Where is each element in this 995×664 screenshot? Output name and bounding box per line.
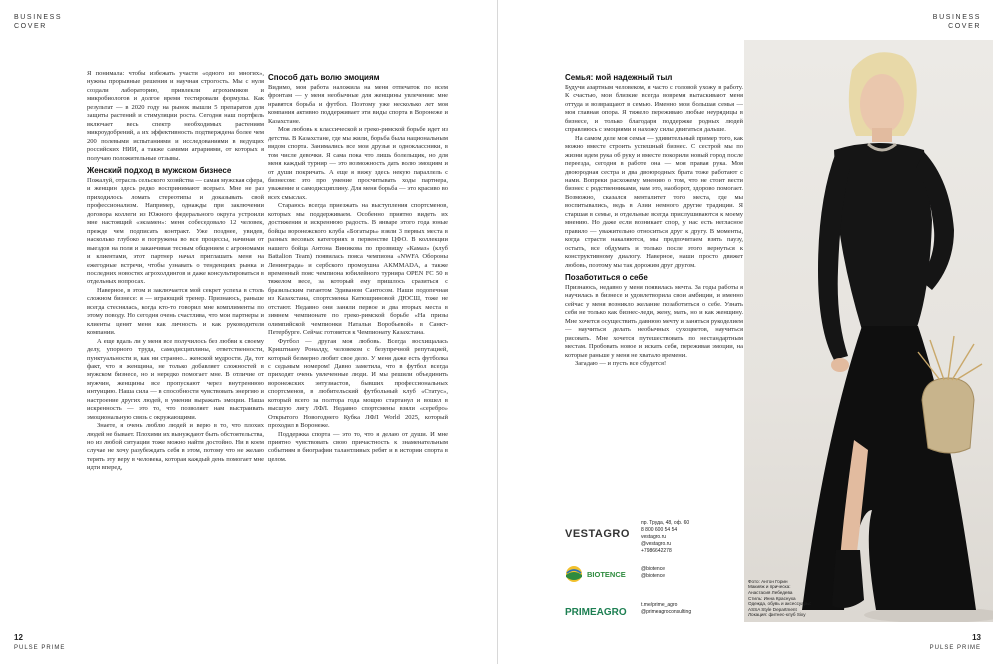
portrait-illustration: [744, 40, 993, 622]
face-shape: [860, 74, 904, 134]
paragraph: Стараюсь всегда приезжать на выступления спортсменов, которых мы поддерживаем. Особенно приятно видеть их достижения и искреннюю радость. В январе этого года юные бойцы воронежского клуба «Богатырь» взяли 3 первых места в разных весовых категориях в первенстве ЦФО. В коллекции нашего бойца Антона Виниковa по прозвищу «Камаз» (клуб Battalion Team) появилась пояса чемпиона «NWFA Обороны Ленинграда» и сербского промоушна AKMMADA, а также временный пояс чемпиона юбилейного турнира OPEN FC 50 в тяжелом весе, за который ему пришлось сразиться с бразильским гигантом Эдиваном Сантосом. Наши подопечная из Казахстана, спортсменка Катюшриновой ДЮСШ, тоже не отстают. Недавно они заняли первое и два вторых места в зимнем чемпионате по греко-римской борьбе «На призы олимпийской чемпионки Натальи Воробьевой» в Санкт-Петербурге. Сейчас готовятся к Чемпионату Казахстана.: [268, 202, 448, 337]
biotence-contacts: [641, 566, 665, 580]
paragraph: Наверное, в этом и заключается мой секрет успеха в столь сложном бизнесе: я — играющий тренер. Признаюсь, раньше всегда стеснялась, когда кто-то говорил мне комплименты по этому поводу. Но сегодня очень счастлива, что мои партнеры и клиенты ценят меня как личность и как руководителя компании.: [87, 286, 264, 337]
running-head-right: [933, 13, 981, 31]
contact-line: пр. Труда, 48, оф. 60: [641, 520, 690, 526]
ad-primeagro: [565, 598, 743, 626]
credit-line: Локация: фитнес-клуб Sixy: [748, 612, 806, 618]
paragraph: Моя любовь к классической и греко-римской борьбе идет из детства. В Казахстане, где мы жили, борьба была национальным видом спорта. Занимались все мои друзья и одноклассники, в том числе девочки. Я сама пока что лишь болельщик, но для меня каждый турнир — это возможность дать волю эмоциям и от души покричать. А еще я вижу здесь некую параллель с бизнесом: это про умение просчитывать ходы партнера, уважение и самодисциплину. Для меня борьба — это красиво во всех смыслах.: [268, 126, 448, 201]
contact-line[interactable]: @biotence: [641, 573, 665, 579]
running-head-left: [14, 13, 62, 31]
credit-line: Макияж и прическа:: [748, 584, 791, 590]
credit-line: Фото: Антон Горин: [748, 578, 788, 584]
sponsor-block: [565, 520, 743, 620]
contact-line: 8 800 600 54 54: [641, 527, 678, 533]
wicker-basket: [922, 378, 974, 453]
paragraph: Знаете, я очень люблю людей и верю в то, что плохих людей не бывает. Плохими их вынуждают быть обстоятельства, но из любой ситуации тоже можно найти достойно. Ни в коем случае не хочу разубеждать себя в этом, потому что не желаю терять эту веру в человека, которая каждый день помогает мне идти вперед,: [87, 422, 264, 472]
contact-line[interactable]: vestagro.ru: [641, 534, 667, 540]
contact-line[interactable]: t.me/prime_agro: [641, 602, 678, 608]
left-page: [0, 0, 497, 664]
primeagro-logo: [565, 598, 635, 626]
primeagro-logo-text: PRIMEAGRO: [565, 606, 627, 618]
publication-name-left: PULSE PRIME: [14, 645, 66, 651]
vestagro-logo: [565, 520, 635, 548]
running-head-line1: BUSINESS: [932, 14, 981, 21]
publication-name-right: PULSE PRIME: [929, 645, 981, 651]
credit-line: ASSA Style Department: [748, 606, 797, 612]
paragraph: На самом деле моя семья — удивительный пример того, как можно вместе строить успешный бизнес. С сестрой мы по жизни идем рука об руку и вместе покорили новый город после переезда, сегодня в работе она — моя правая рука. Моя двоюродная сестра и два двоюродных брата тоже работают с нами. Вопреки расхожему мнению о том, что не стоит вести бизнес с родственниками, нам это, наоборот, здорово помогает. Возможно, сказался менталитет того места, где мы воспитывались, ведь в Азии немного другие традиции. Я старшая в семье, и отдельные всегда прислушиваются к моему мнению. Но даже если возникает спор, у нас есть негласное правило — уважительно относиться друг к другу. В моменты, когда страсти накаляются, мы предпочитаем взять паузу, остыть, все обдумать и только после этого вернуться к конструктивному диалогу. Наверное, наши просто движет любовь, поэтому мы так дорожим друг другом.: [565, 134, 743, 269]
text-column-1: [87, 70, 264, 618]
running-head-line1: BUSINESS: [14, 14, 63, 21]
section-heading: Позаботиться о себе: [565, 272, 648, 282]
paragraph: Будучи азартным человеком, я часто с головой ухожу в работу. К счастью, мои близкие всегда вовремя вытаскивают меня оттуда и возвращают в семью. Именно мои большая семья — моя главная опора. Я тяжело переживаю любые неурядицы в бизнесе, и только благодаря поддержке родных людей справляюсь с эмоциями и нахожу силы двигаться дальше.: [565, 84, 743, 134]
section-heading: Семья: мой надежный тыл: [565, 73, 673, 82]
vestagro-logo-text: VESTAGRO: [565, 528, 630, 540]
running-head-line2: COVER: [948, 23, 981, 30]
paragraph: Загадаю — и пусть все сбудется!: [575, 360, 667, 368]
paragraph: А еще вдаль ли у меня все получилось без любви к своему делу, упорного труда, самодисциплины, ответственности, пунктуальности и, как ни странно... женской мудрости. Да, тот факт, что я женщина, не только добавляет сложностей в мужском бизнесе, но и нередко помогает мне. В отличие от мужчин, женщины все пропускают через внутреннюю интуицию. Наша сила — в способности чувствовать энергию и настроение других людей, в умении выражать эмоции. Наша искренность — это то, что позволяет нам выстраивать эмоциональную связь с окружающими.: [87, 337, 264, 421]
credit-line: Стиль: Инна Краснуха: [748, 595, 796, 601]
biotence-logo: [565, 560, 635, 588]
section-heading: Женский подход в мужском бизнесе: [87, 165, 232, 175]
ad-biotence: [565, 560, 743, 588]
contact-line[interactable]: @vestagro.ru: [641, 541, 672, 547]
running-head-line2: COVER: [14, 23, 47, 30]
photo-credits: [748, 579, 811, 618]
section-heading: Способ дать волю эмоциям: [268, 73, 380, 82]
contact-line[interactable]: +7986642278: [641, 548, 672, 554]
page-number-left: 12: [14, 633, 23, 642]
ad-vestagro: [565, 520, 743, 554]
vestagro-contacts: [641, 520, 689, 555]
paragraph: Признаюсь, недавно у меня появилась мечта. За годы работы я научилась в бизнесе и удовлетворила свои амбиции, и именно сейчас у меня возникло желание позаботиться о себе. Узнать себя не только как бизнес-леди, жену, мать, но и как женщину. Мне хочется осуществить давнюю мечту и заняться рукоделием — научиться делать необычных сухоцветов, научиться рисовать. Мне хочется путешествовать по нестандартным местам. Пробовать новое и искать себя, переживая эмоции, на которые раньше у меня не хватало времени.: [565, 283, 743, 359]
credit-line: Анастасия Лебедева: [748, 590, 793, 596]
biotence-logo-text: BIOTENCE: [587, 569, 626, 579]
primeagro-contacts: [641, 602, 691, 616]
contact-line[interactable]: @biotence: [641, 566, 665, 572]
portrait-photo: [744, 40, 993, 622]
text-column-3: [565, 70, 743, 490]
page-number-right: 13: [972, 633, 981, 642]
credit-line: Одежда, обувь и аксессуары:: [748, 601, 811, 607]
paragraph: Я понимала: чтобы избежать участи «одного из многих», нужны прорывные решения и научная строгость. Мы с нуля создали лабораторию, привлекли агрохимиков и микробиологов и долгое время тестировали формулы. Как результат — в 2020 году на рынок вышли 5 препаратов для защиты растений и стимуляции роста. Сегодня наш портфель включает весь спектр необходимых растениям микроудобрений, а их эффективность подтверждена более чем 200 полевыми испытаниями и исследованиями в ведущих российских НИИ, а также самими аграриями, от которых я получаю положительные отзывы.: [87, 70, 264, 162]
biotence-emblem-icon: [565, 565, 583, 583]
text-column-2: [268, 70, 448, 618]
paragraph: Пожалуй, отрасль сельского хозяйства — самая мужская сфера, и женщин здесь редко воспринимают всерьез. Мне не раз приходилось ломать стереотипы и доказывать свой профессионализм. Например, однажды при заключении договора коллеги из Южного федерального округа устроили мне настоящий «экзамен»: меня собеседовало 12 человек, прежде чем подписать контракт. Уже позднее, увидев, насколько глубоко я погружена во все процессы, начиная от выездов на поля и заканчивая тесным общением с агрономами и клиентами, этот партнер начал приглашать меня на ежегодные встречи, чтобы узнавать о тенденциях рынка и последних новостях агрохолдингов и даже консультироваться в отдельных вопросах.: [87, 176, 264, 286]
paragraph: Поддержка спорта — это то, что я делаю от души. И мне приятно чувствовать свою причастность к знаменательным событиям в биографии талантливых ребят и в истории спорта в целом.: [268, 430, 448, 463]
contact-line[interactable]: @primeagroconsulting: [641, 609, 692, 615]
paragraph: Футбол — другая моя любовь. Всегда восхищалась Криштиану Роналду, человеком с безупречной репутацией, который безмерно любит свое дело. У меня даже есть футболка с седьмым номером! Давно заметила, что в футбол всегда приходят очень увлеченные люди. И мы решили объединить воронежских энтузиастов, бывших профессиональных спортсменов, в любительский футбольный клуб «Статус», который всего за полтора года мощно стартанул и вошел в высшую лигу ЛФЛ. Недавно спортсмены взяли «серебро» Открытого Новогоднего Кубка ЛФЛ World 2025, который проходил в Воронеже.: [268, 337, 448, 430]
paragraph: Видимо, моя работа наложила на меня отпечаток по всем фронтам — у меня необычные для женщины увлечения: мне нравятся борьба и футбол. Поэтому уже несколько лет моя компания активно поддерживает эти виды спорта в Воронеже и Казахстане.: [268, 84, 448, 125]
